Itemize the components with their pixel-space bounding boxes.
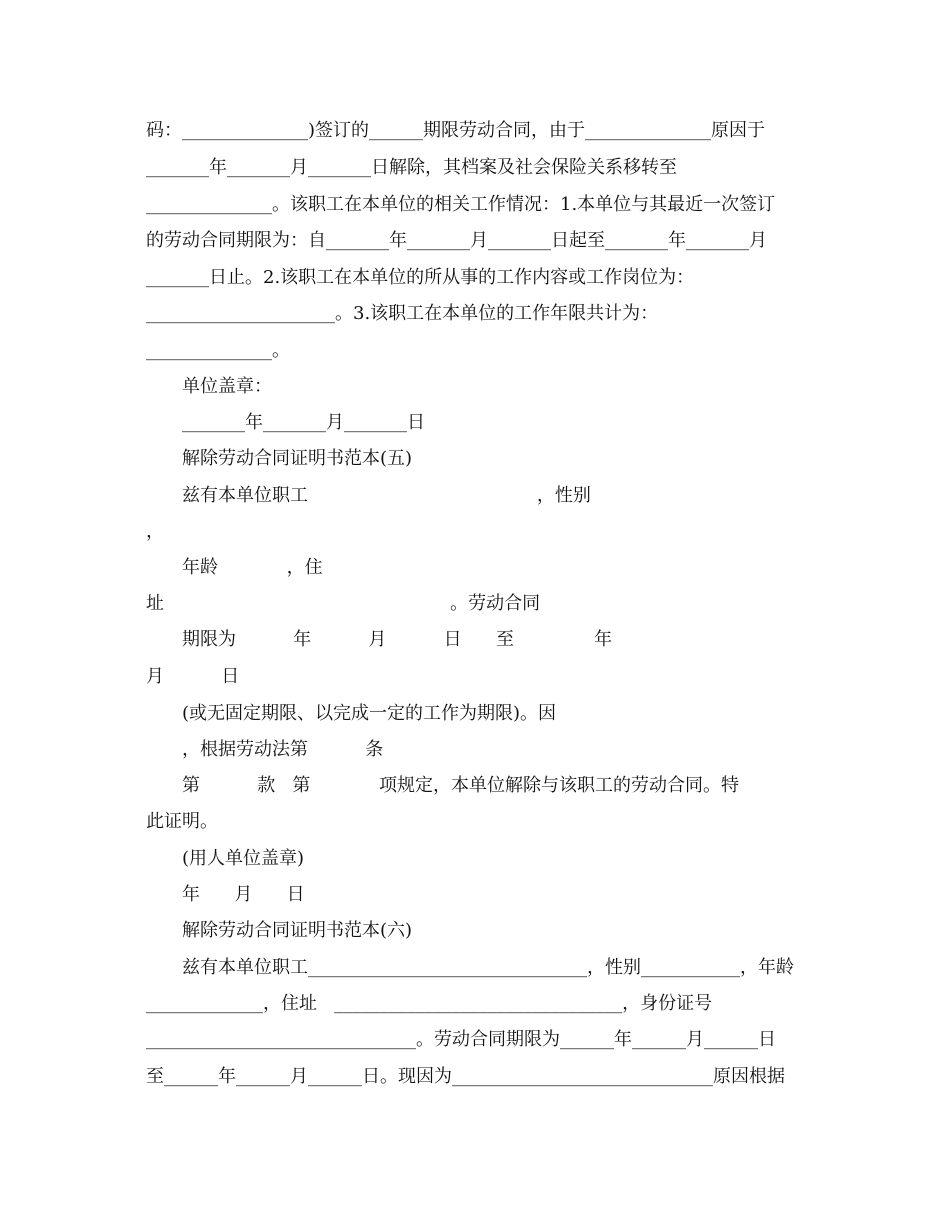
text-line: 期限为 年 月 日 至 年 [182,629,613,650]
section-heading: 解除劳动合同证明书范本(五) [182,448,413,469]
text-line: _____________________。3.该职工在本单位的工作年限共计为： [146,303,659,324]
text-line: 第 款 第 项规定，本单位解除与该职工的劳动合同。特 [182,775,740,796]
text-line: ______________。 [146,340,290,361]
text-line: (或无固定期限、以完成一定的工作为期限)。因 [182,703,557,724]
text-line: 码：______________)签订的______期限劳动合同，由于______________原因于 [146,120,766,141]
text-line: ，根据劳动法第 条 [182,739,384,760]
section-heading: 解除劳动合同证明书范本(六) [182,920,413,941]
text-line: ______________。该职工在本单位的相关工作情况：1.本单位与其最近一次签订 [146,194,776,215]
seal-label: (用人单位盖章) [182,848,305,869]
text-line: 此证明。 [146,811,218,832]
text-line: _______年_______月_______日解除，其档案及社会保险关系移转至 [146,157,677,178]
date-line: 年 月 日 [182,884,305,905]
text-line: _______日止。2.该职工在本单位的所从事的工作内容或工作岗位为： [146,267,695,288]
date-line: _______年_______月_______日 [182,412,425,433]
text-line: 兹有本单位职工 ，性别 [182,485,591,506]
text-line: 至______年______月______日。现因为_____________________________原因根据 [146,1066,785,1087]
text-line: _____________，住址 ________________________________，身份证号 [146,993,713,1014]
seal-label: 单位盖章： [182,376,272,397]
text-line: 的劳动合同期限为：自_______年_______月_______日起至_______年_______月 [146,230,767,251]
text-line: ， [146,521,164,542]
text-line: ______________________________。劳动合同期限为______年______月______日 [146,1029,776,1050]
text-line: 兹有本单位职工_______________________________，性别___________，年龄 [182,957,794,978]
text-line: 月 日 [146,666,240,687]
text-line: 址 。劳动合同 [146,593,541,614]
text-line: 年龄 ，住 [182,557,323,578]
